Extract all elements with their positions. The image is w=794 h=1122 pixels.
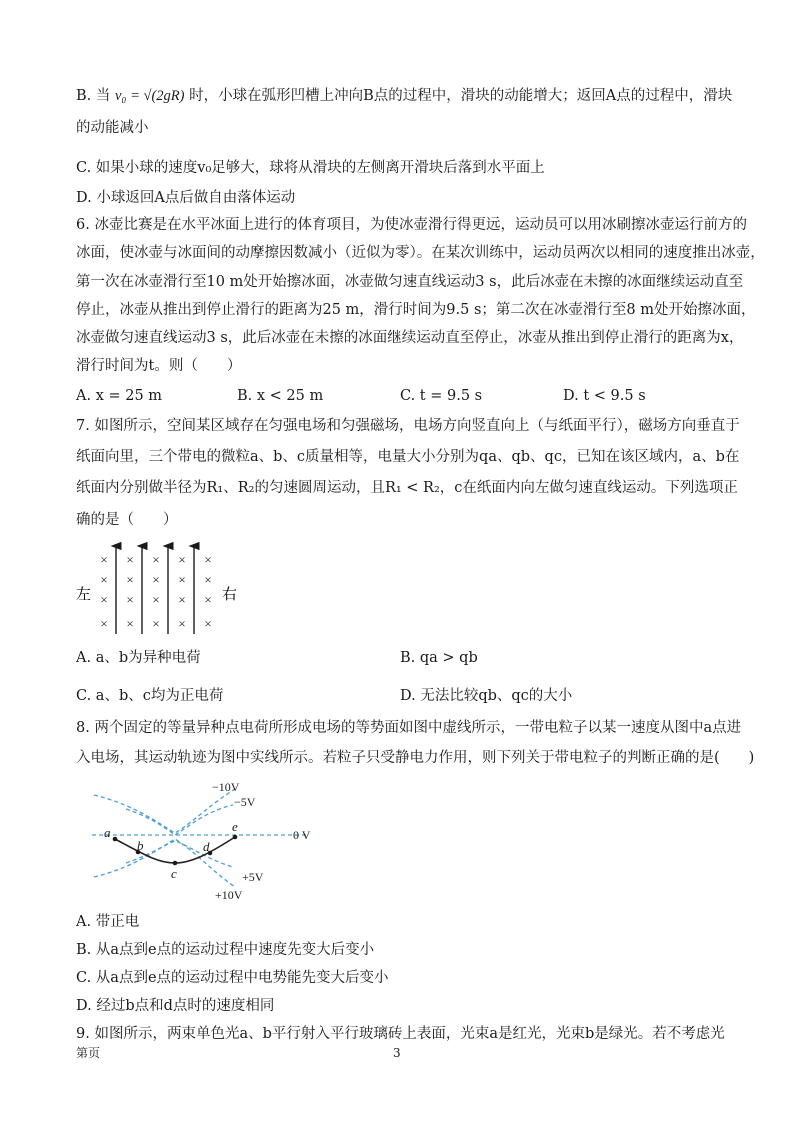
left-label: 左	[76, 587, 92, 603]
cross-mark: ×	[204, 572, 212, 587]
cross-mark: ×	[152, 552, 160, 567]
cross-mark: ×	[152, 572, 160, 587]
q8-line-2: 入电场，其运动轨迹为图中实线所示。若粒子只受静电力作用，则下列关于带电粒子的判断正确的是( )	[76, 750, 755, 766]
q5-b-prefix: B. 当	[76, 88, 111, 104]
q5-option-c: C. 如果小球的速度v₀足够大，球将从滑块的左侧离开滑块后落到水平面上	[76, 160, 545, 176]
q6-option-c: C. t = 9.5 s	[400, 388, 483, 404]
point-e-dot	[233, 835, 238, 840]
q8-option-b: B. 从a点到e点的运动过程中速度先变大后变小	[76, 942, 375, 958]
q5-b-text: 时，小球在弧形凹槽上冲向B点的过程中，滑块的动能增大；返回A点的过程中，滑块	[189, 88, 733, 104]
point-a-label: a	[104, 825, 111, 840]
point-c-label: c	[171, 866, 177, 881]
cross-mark: ×	[126, 552, 134, 567]
label-plus-5v: +5V	[242, 870, 264, 884]
right-label: 右	[222, 587, 238, 603]
point-c-dot	[173, 861, 178, 866]
q6-line-6: 滑行时间为t。则（ ）	[76, 358, 242, 374]
cross-mark: ×	[178, 592, 186, 607]
cross-mark: ×	[178, 552, 186, 567]
q6-line-1: 6. 冰壶比赛是在水平冰面上进行的体育项目，为使冰壶滑行得更远，运动员可以用冰刷擦冰壶运行前方的	[76, 217, 747, 233]
q7-field-figure	[76, 538, 256, 638]
q6-option-d: D. t < 9.5 s	[563, 388, 646, 404]
label-plus-10v: +10V	[215, 888, 243, 902]
label-0v: 0 V	[293, 828, 311, 842]
q8-option-d: D. 经过b点和d点时的速度相同	[76, 998, 275, 1014]
page-number: 3	[393, 1046, 401, 1060]
cross-mark: ×	[178, 616, 186, 631]
q8-equipotential-figure	[90, 775, 330, 910]
q7-line-4: 确的是（ ）	[76, 512, 178, 528]
q7-line-1: 7. 如图所示，空间某区域存在匀强电场和匀强磁场，电场方向竖直向上（与纸面平行），磁场方向垂直于	[76, 418, 740, 434]
cross-mark: ×	[204, 616, 212, 631]
particle-trajectory	[115, 837, 235, 863]
cross-mark: ×	[100, 592, 108, 607]
label-minus-10v: −10V	[212, 780, 240, 794]
footer-label: 第页	[76, 1046, 101, 1060]
q8-line-1: 8. 两个固定的等量异种点电荷所形成电场的等势面如图中虚线所示，一带电粒子以某一速度从图中a点进	[76, 720, 742, 736]
point-d-label: d	[203, 839, 210, 854]
q7-option-d: D. 无法比较qb、qc的大小	[400, 688, 573, 704]
q7-line-2: 纸面向里，三个带电的微粒a、b、c质量相等，电量大小分别为qa、qb、qc，已知在该区域内，a、b在	[76, 449, 740, 465]
q9-line-1: 9. 如图所示，两束单色光a、b平行射入平行玻璃砖上表面，光束a是红光，光束b是绿光。若不考虑光	[76, 1026, 725, 1042]
q7-option-a: A. a、b为异种电荷	[76, 650, 201, 666]
cross-mark: ×	[152, 592, 160, 607]
q8-option-c: C. 从a点到e点的运动过程中电势能先变大后变小	[76, 970, 389, 986]
q6-line-4: 停止，冰壶从推出到停止滑行的距离为25 m，滑行时间为9.5 s；第二次在冰壶滑行至8 m处开始擦冰面，	[76, 302, 756, 318]
cross-mark: ×	[178, 572, 186, 587]
q5-option-d: D. 小球返回A点后做自由落体运动	[76, 190, 296, 206]
q6-line-5: 冰壶做匀速直线运动3 s，此后冰壶在未擦的冰面继续运动直至停止，冰壶从推出到停止滑行的距离为x，	[76, 330, 744, 346]
point-a-dot	[113, 837, 118, 842]
q7-option-c: C. a、b、c均为正电荷	[76, 688, 224, 704]
q6-line-3: 第一次在冰壶滑行至10 m处开始擦冰面，冰壶做匀速直线运动3 s，此后冰壶在未擦的冰面继续运动直至	[76, 274, 744, 290]
label-minus-5v: −5V	[234, 795, 256, 809]
equipotential-minus-5	[126, 805, 233, 835]
cross-mark: ×	[126, 616, 134, 631]
q5-b-formula: v₀ = √(2gR)	[114, 88, 185, 104]
cross-mark: ×	[100, 572, 108, 587]
magnetic-field-crosses	[100, 552, 211, 631]
point-b-label: b	[137, 838, 144, 853]
q5-option-b	[76, 86, 732, 106]
q5-option-b-continued: 的动能减小	[76, 120, 149, 136]
q6-line-2: 冰面，使冰壶与冰面间的动摩擦因数减小（近似为零）。在某次训练中，运动员两次以相同的速度推出冰壶，	[76, 245, 765, 261]
point-e-label: e	[232, 819, 238, 834]
cross-mark: ×	[204, 552, 212, 567]
q7-line-3: 纸面内分别做半径为R₁、R₂的匀速圆周运动，且R₁ < R₂，c在纸面内向左做匀速直线运动。下列选项正	[76, 480, 738, 496]
cross-mark: ×	[152, 616, 160, 631]
cross-mark: ×	[100, 616, 108, 631]
cross-mark: ×	[126, 572, 134, 587]
cross-mark: ×	[126, 592, 134, 607]
cross-mark: ×	[100, 552, 108, 567]
q7-option-b: B. qa > qb	[400, 650, 478, 666]
equipotential-plus-10	[94, 839, 235, 887]
q6-option-b: B. x < 25 m	[237, 388, 324, 404]
q8-option-a: A. 带正电	[76, 914, 140, 930]
cross-mark: ×	[204, 592, 212, 607]
q6-option-a: A. x = 25 m	[76, 388, 163, 404]
